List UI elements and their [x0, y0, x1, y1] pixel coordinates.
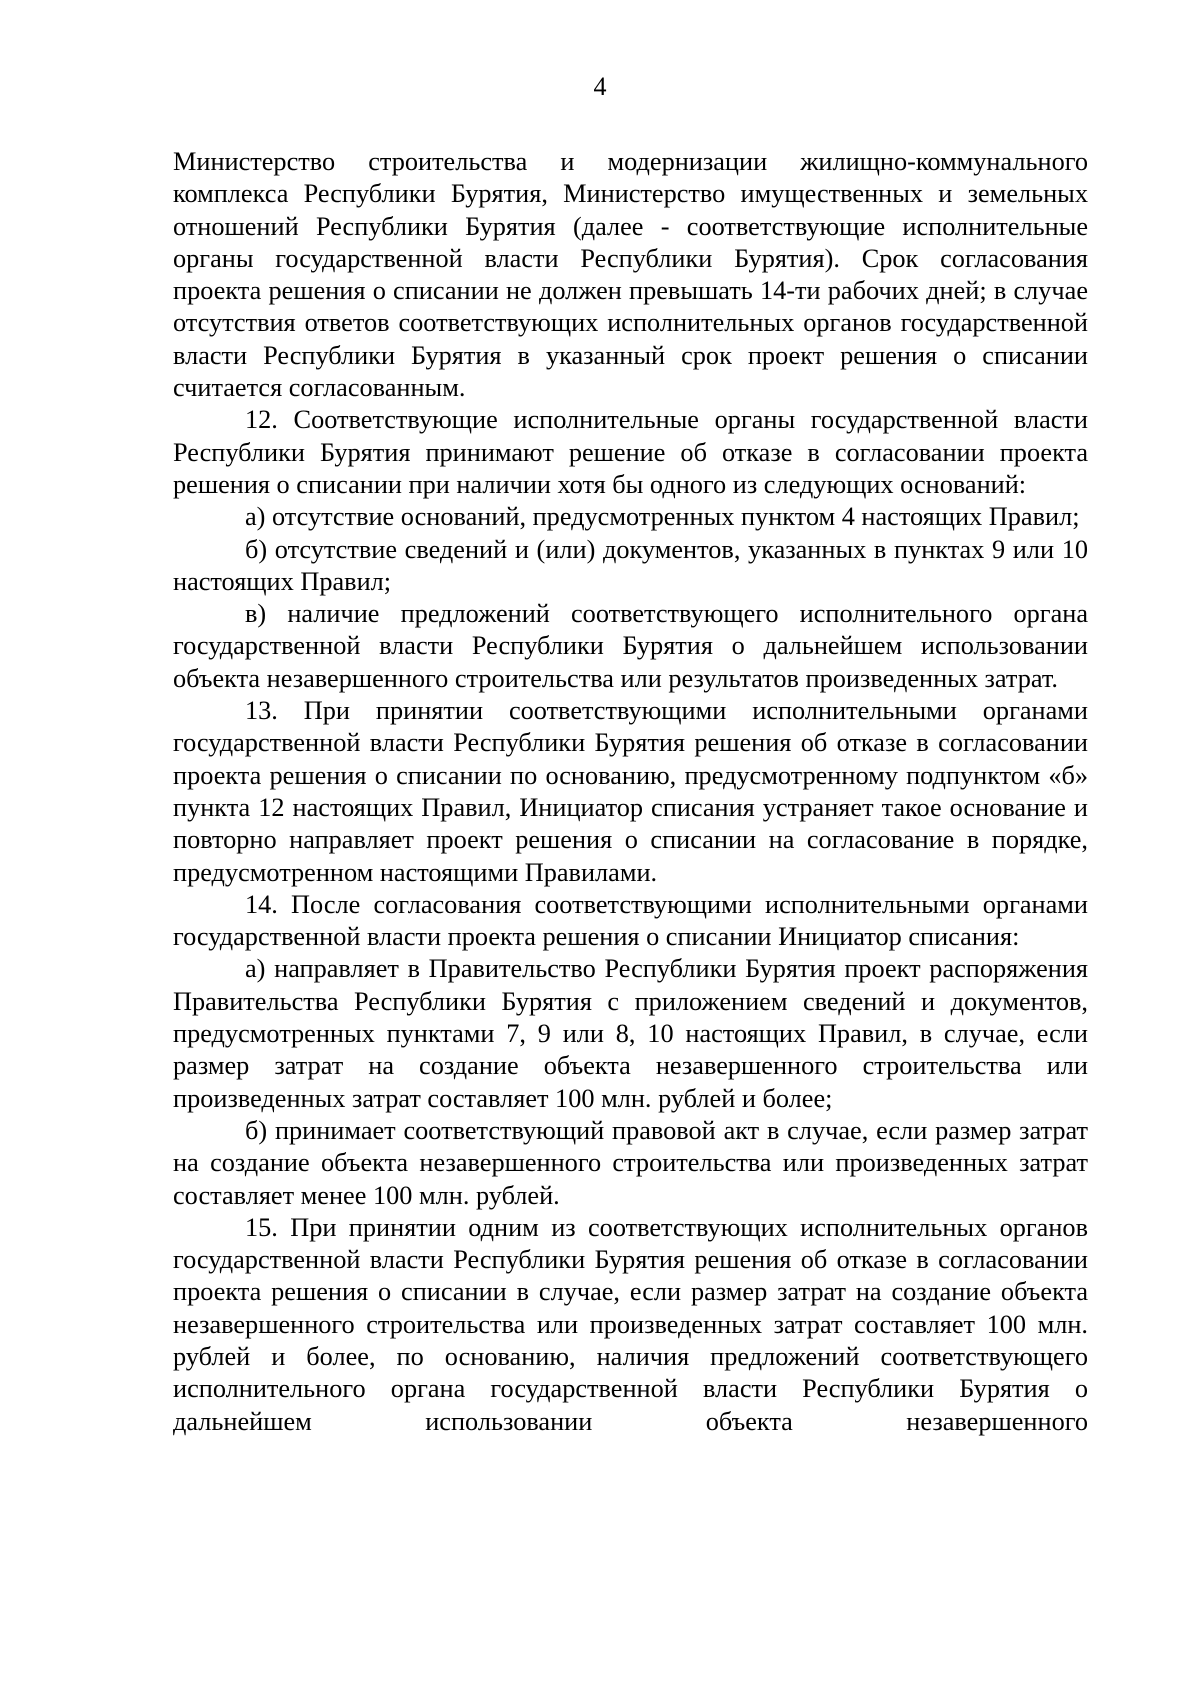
document-body — [173, 146, 1088, 1438]
paragraph-15: 15. При принятии одним из соответствующих исполнительных органов государственной власти Республики Бурятия решения об отказе в согласовании проекта решения о списании в случае, если размер затрат на создание объекта незавершенного строительства или произведенных затрат составляет 100 млн. рублей и более, по основанию, наличия предложений соответствующего исполнительного органа государственной власти Республики Бурятия о дальнейшем использовании объекта незавершенного — [173, 1212, 1088, 1436]
paragraph-14b: б) принимает соответствующий правовой акт в случае, если размер затрат на создание объекта незавершенного строительства или произведенных затрат составляет менее 100 млн. рублей. — [173, 1115, 1088, 1210]
paragraph-continuation: Министерство строительства и модернизации жилищно-коммунального комплекса Республики Бурятия, Министерство имущественных и земельных отношений Республики Бурятия (далее - соответствующие исполнительные органы государственной власти Республики Бурятия). Срок согласования проекта решения о списании не должен превышать 14-ти рабочих дней; в случае отсутствия ответов соответствующих исполнительных органов государственной власти Республики Бурятия в указанный срок проект решения о списании считается согласованным. — [173, 147, 1088, 403]
paragraph-12a: а) отсутствие оснований, предусмотренных пунктом 4 настоящих Правил; — [245, 502, 1080, 532]
paragraph-12: 12. Соответствующие исполнительные органы государственной власти Республики Бурятия принимают решение об отказе в согласовании проекта решения о списании при наличии хотя бы одного из следующих оснований: — [173, 405, 1088, 499]
paragraph-14: 14. После согласования соответствующими исполнительными органами государственной власти проекта решения о списании Инициатор списания: — [173, 889, 1088, 952]
page-number: 4 — [593, 72, 607, 101]
paragraph-14a: а) направляет в Правительство Республики Бурятия проект распоряжения Правительства Республики Бурятия с приложением сведений и документов, предусмотренных пунктами 7, 9 или 8, 10 настоящих Правил, в случае, если размер затрат на создание объекта незавершенного строительства или произведенных затрат составляет 100 млн. рублей и более; — [173, 954, 1088, 1113]
paragraph-13: 13. При принятии соответствующими исполнительными органами государственной власти Республики Бурятия решения об отказе в согласовании проекта решения о списании по основанию, предусмотренному подпунктом «б» пункта 12 настоящих Правил, Инициатор списания устраняет такое основание и повторно направляет проект решения о списании на согласование в порядке, предусмотренном настоящими Правилами. — [173, 696, 1088, 887]
paragraph-12b: б) отсутствие сведений и (или) документов, указанных в пунктах 9 или 10 настоящих Правил; — [173, 534, 1088, 596]
paragraph-12v: в) наличие предложений соответствующего исполнительного органа государственной власти Республики Бурятия о дальнейшем использовании объекта незавершенного строительства или результатов произведенных затрат. — [173, 599, 1088, 693]
